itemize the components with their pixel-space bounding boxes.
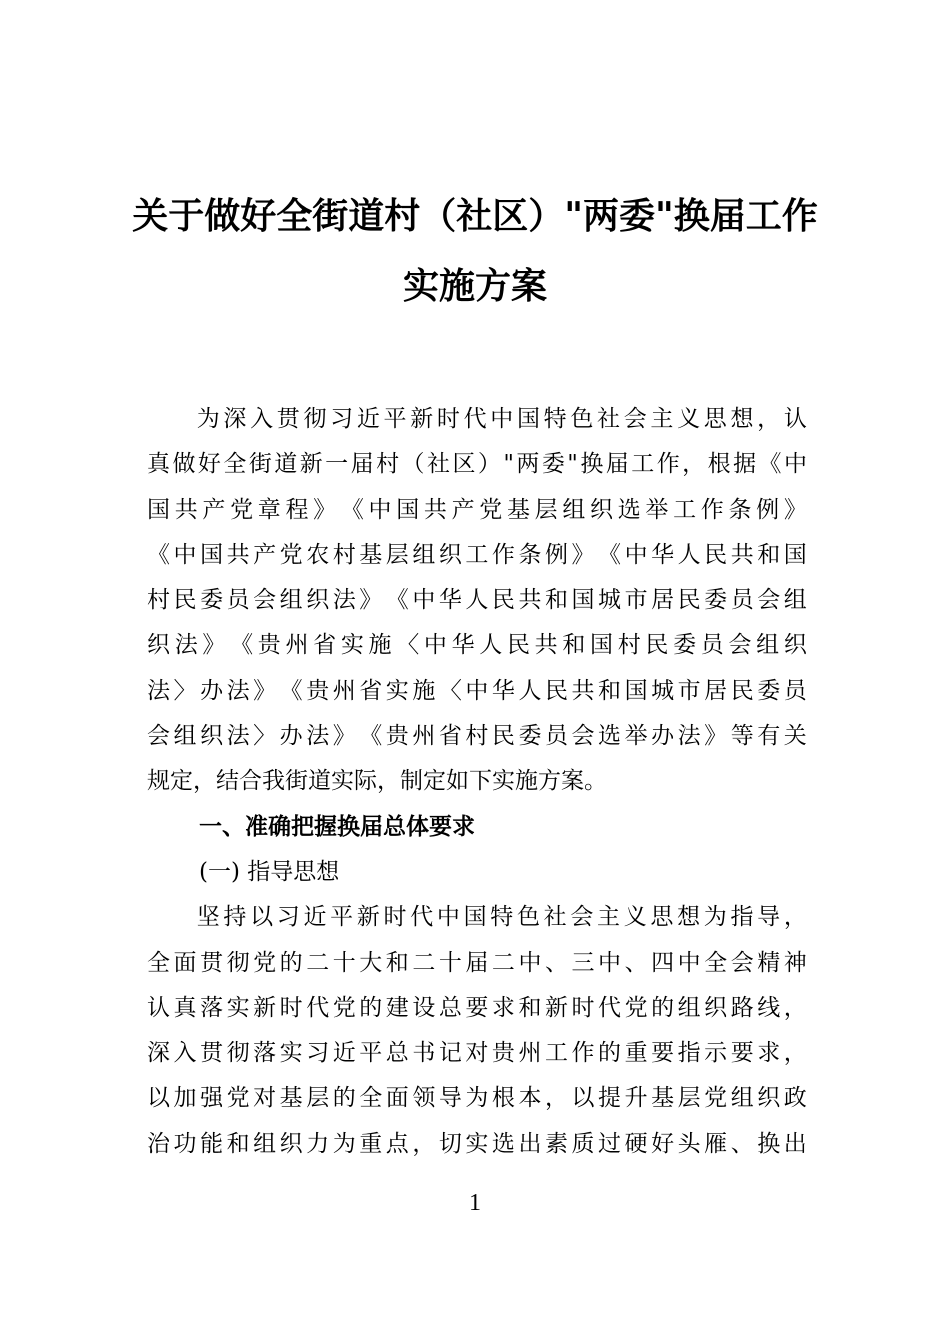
text-line: 真 做 好 全 街 道 新 一 届 村 （ 社 区 ） " 两 委 " 换 届 工 作 ， 根 据 《 中 (147, 451, 807, 478)
document-body (147, 397, 807, 1167)
text-line: 《 中 国 共 产 党 农 村 基 层 组 织 工 作 条 例 》 《 中 华 人 民 共 和 国 (147, 541, 807, 568)
text-line: 国 共 产 党 章 程 》 《 中 国 共 产 党 基 层 组 织 选 举 工 作 条 例 》 (147, 496, 807, 523)
text-line: 村 民 委 员 会 组 织 法 》 《 中 华 人 民 共 和 国 城 市 居 民 委 员 会 组 (147, 587, 807, 614)
document-title-line-2: 实施方案 (402, 265, 547, 307)
document-title-line-1: 关于做好全街道村（社区）"两委"换届工作 (132, 195, 818, 237)
text-line: 以 加 强 党 对 基 层 的 全 面 领 导 为 根 本 ， 以 提 升 基 层 党 组 织 政 (147, 1085, 807, 1112)
text-line: 规定，结合我街道实际，制定如下实施方案。 (147, 768, 607, 795)
text-line: 为 深 入 贯 彻 习 近 平 新 时 代 中 国 特 色 社 会 主 义 思 想 ， 认 (196, 406, 807, 432)
text-line: 治 功 能 和 组 织 力 为 重 点 ， 切 实 选 出 素 质 过 硬 好 头 雁 、 换 出 (147, 1130, 807, 1157)
text-line: 织 法 》 《 贵 州 省 实 施 〈 中 华 人 民 共 和 国 村 民 委 员 会 组 织 (147, 632, 807, 659)
text-line: 法 〉 办 法 》 《 贵 州 省 实 施 〈 中 华 人 民 共 和 国 城 市 居 民 委 员 (147, 677, 807, 704)
section-paragraph (147, 895, 807, 1167)
page-number: 1 (469, 1190, 481, 1216)
intro-paragraph (147, 397, 807, 805)
text-line: 深 入 贯 彻 落 实 习 近 平 总 书 记 对 贵 州 工 作 的 重 要 指 示 要 求 ， (147, 1040, 807, 1067)
text-line: 全 面 贯 彻 党 的 二 十 大 和 二 十 届 二 中 、 三 中 、 四 中 全 会 精 神 (147, 949, 807, 976)
section-heading: 一、准确把握换届总体要求 (199, 813, 475, 840)
text-line: 会 组 织 法 〉 办 法 》 《 贵 州 省 村 民 委 员 会 选 举 办 法 》 等 有 关 (147, 723, 807, 750)
text-line: 认 真 落 实 新 时 代 党 的 建 设 总 要 求 和 新 时 代 党 的 组 织 路 线 ， (147, 994, 807, 1021)
text-line: 坚 持 以 习 近 平 新 时 代 中 国 特 色 社 会 主 义 思 想 为 指 导 ， (196, 904, 807, 931)
subsection-heading: (一) 指导思想 (199, 858, 340, 885)
